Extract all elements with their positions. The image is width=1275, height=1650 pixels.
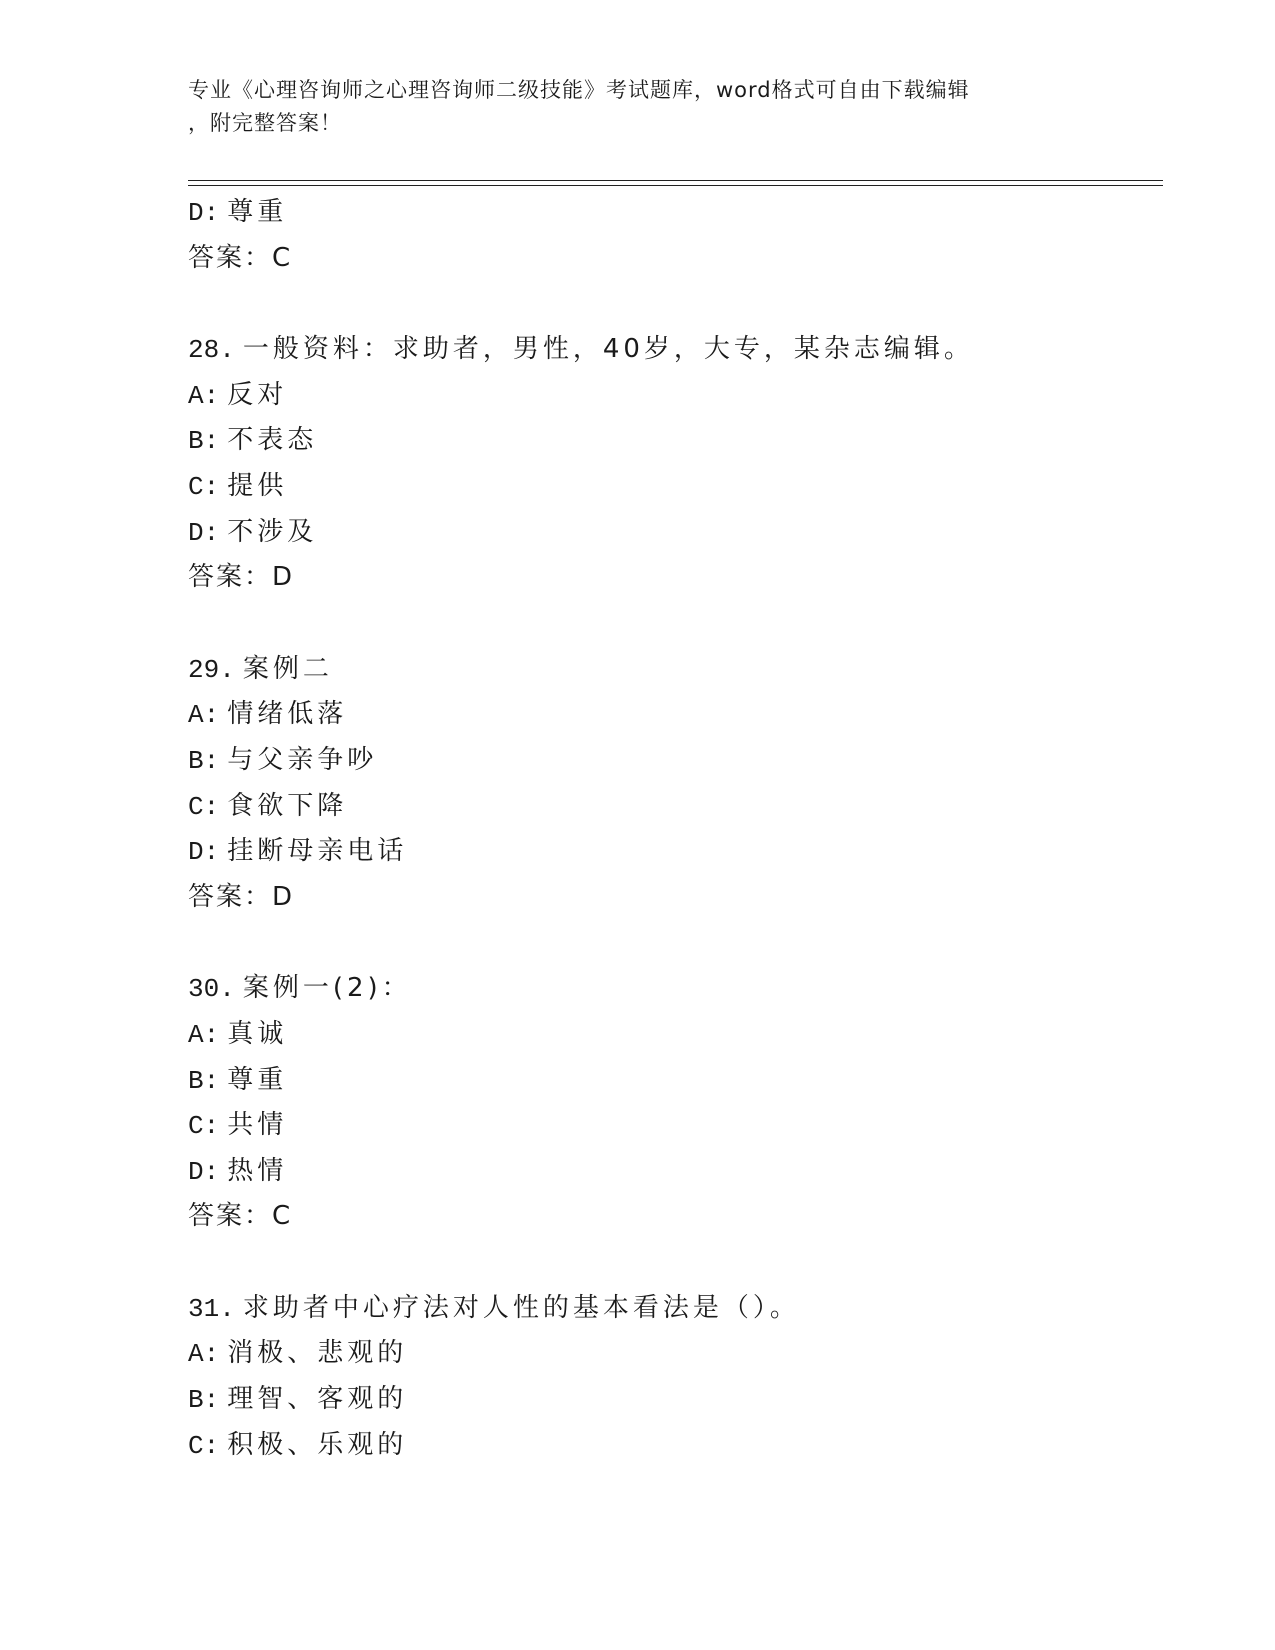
option-c — [188, 1103, 1138, 1149]
answer-line: 答案：D — [188, 881, 295, 912]
option-text: 食欲下降 — [227, 790, 348, 821]
question-stem — [188, 647, 1138, 693]
question-list — [188, 190, 1138, 1468]
option-text: 热情 — [227, 1155, 288, 1186]
question-number: 28. — [188, 335, 235, 366]
question-text: 一般资料：求助者，男性，40岁，大专，某杂志编辑。 — [242, 334, 974, 365]
option-prefix: C: — [188, 471, 220, 502]
option-text: 消极、悲观的 — [227, 1338, 408, 1369]
option-prefix: D: — [188, 837, 220, 868]
option-prefix: B: — [188, 426, 220, 457]
header-line-2: ，附完整答案！ — [188, 111, 342, 135]
option-b — [188, 738, 1138, 784]
spacer — [188, 1240, 1138, 1286]
option-text: 尊重 — [227, 197, 288, 227]
option-prefix: D: — [188, 517, 220, 548]
question-stem — [188, 966, 1138, 1012]
header-line-1: 专业《心理咨询师之心理咨询师二级技能》考试题库，word格式可自由下载编辑 — [188, 78, 970, 102]
option-c — [188, 784, 1138, 830]
option-prefix: A: — [188, 380, 220, 411]
header-divider — [188, 180, 1163, 186]
option-c — [188, 1423, 1138, 1469]
option-text: 与父亲争吵 — [227, 744, 378, 775]
question-text: 案例一(2)： — [242, 973, 412, 1004]
document-header — [188, 74, 1088, 140]
option-b — [188, 1058, 1138, 1104]
option-c — [188, 464, 1138, 510]
spacer — [188, 920, 1138, 966]
option-text: 尊重 — [227, 1064, 288, 1095]
option-prefix: A: — [188, 700, 220, 731]
option-a — [188, 1012, 1138, 1058]
question-stem — [188, 1286, 1138, 1332]
option-a — [188, 1331, 1138, 1377]
option-a — [188, 373, 1138, 419]
option-text: 理智、客观的 — [227, 1384, 408, 1415]
answer-line: 答案：D — [188, 562, 295, 593]
option-prefix: A: — [188, 1339, 220, 1370]
option-text: 不涉及 — [227, 516, 318, 547]
option-text: 不表态 — [227, 425, 318, 456]
option-d — [188, 190, 1138, 236]
answer-line: 答案：C — [188, 1201, 293, 1232]
option-prefix: C: — [188, 1430, 220, 1461]
option-prefix: C: — [188, 1111, 220, 1142]
option-text: 真诚 — [227, 1018, 288, 1049]
option-text: 共情 — [227, 1110, 288, 1141]
option-d — [188, 1149, 1138, 1195]
option-text: 提供 — [227, 470, 288, 501]
option-prefix: D: — [188, 198, 220, 228]
option-b — [188, 418, 1138, 464]
question-number: 31. — [188, 1293, 235, 1324]
option-prefix: B: — [188, 1065, 220, 1096]
spacer — [188, 601, 1138, 647]
spacer — [188, 281, 1138, 327]
option-text: 挂断母亲电话 — [227, 836, 408, 867]
option-a — [188, 692, 1138, 738]
option-text: 情绪低落 — [227, 699, 348, 730]
option-d — [188, 829, 1138, 875]
option-prefix: B: — [188, 1385, 220, 1416]
option-d — [188, 510, 1138, 556]
option-text: 积极、乐观的 — [227, 1429, 408, 1460]
question-number: 30. — [188, 974, 235, 1005]
question-number: 29. — [188, 654, 235, 685]
answer-line: 答案：C — [188, 242, 293, 273]
question-text: 案例二 — [242, 653, 333, 684]
option-prefix: A: — [188, 1019, 220, 1050]
option-b — [188, 1377, 1138, 1423]
option-prefix: B: — [188, 745, 220, 776]
question-stem — [188, 327, 1138, 373]
question-text: 求助者中心疗法对人性的基本看法是（）。 — [242, 1292, 800, 1323]
option-prefix: C: — [188, 791, 220, 822]
option-text: 反对 — [227, 379, 288, 410]
option-prefix: D: — [188, 1156, 220, 1187]
